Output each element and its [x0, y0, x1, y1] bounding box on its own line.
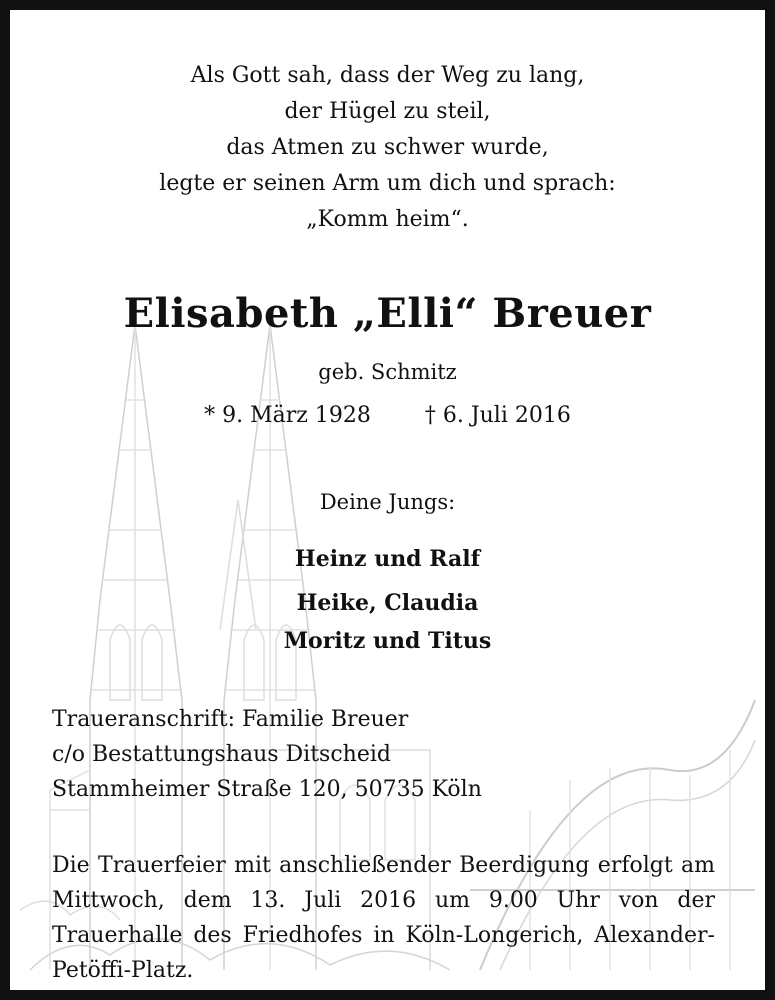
- address-line: Traueranschrift: Familie Breuer: [52, 707, 409, 732]
- mourning-address: [52, 702, 552, 807]
- maiden-name: geb. Schmitz: [318, 360, 457, 384]
- deceased-name: Elisabeth „Elli“ Breuer: [123, 290, 652, 337]
- verse-line: „Komm heim“.: [306, 207, 469, 232]
- ceremony-text: Die Trauerfeier mit anschließender Beerdigung erfolgt am Mittwoch, dem 13. Juli 2016 um 9.00 Uhr von der Trauerhalle des Friedhofes in Köln-Longerich, Alexander-Petöffi-Platz.: [52, 853, 715, 983]
- mourner-line: Heike, Claudia: [296, 590, 479, 616]
- life-dates: [10, 403, 765, 428]
- memorial-verse: [10, 58, 765, 238]
- address-line: c/o Bestattungshaus Ditscheid: [52, 742, 391, 767]
- verse-line: Als Gott sah, dass der Weg zu lang,: [190, 63, 585, 88]
- funeral-ceremony-info: [52, 848, 715, 988]
- mourners-intro: Deine Jungs:: [319, 490, 456, 514]
- mourner-line: Moritz und Titus: [283, 628, 492, 654]
- mourner-line: Heinz und Ralf: [294, 546, 481, 572]
- death-date: † 6. Juli 2016: [424, 403, 571, 428]
- mourners-list: [10, 540, 765, 660]
- birth-date: * 9. März 1928: [204, 403, 371, 428]
- verse-line: das Atmen zu schwer wurde,: [226, 135, 549, 160]
- verse-line: der Hügel zu steil,: [284, 99, 491, 124]
- address-line: Stammheimer Straße 120, 50735 Köln: [52, 777, 482, 802]
- verse-line: legte er seinen Arm um dich und sprach:: [159, 171, 616, 196]
